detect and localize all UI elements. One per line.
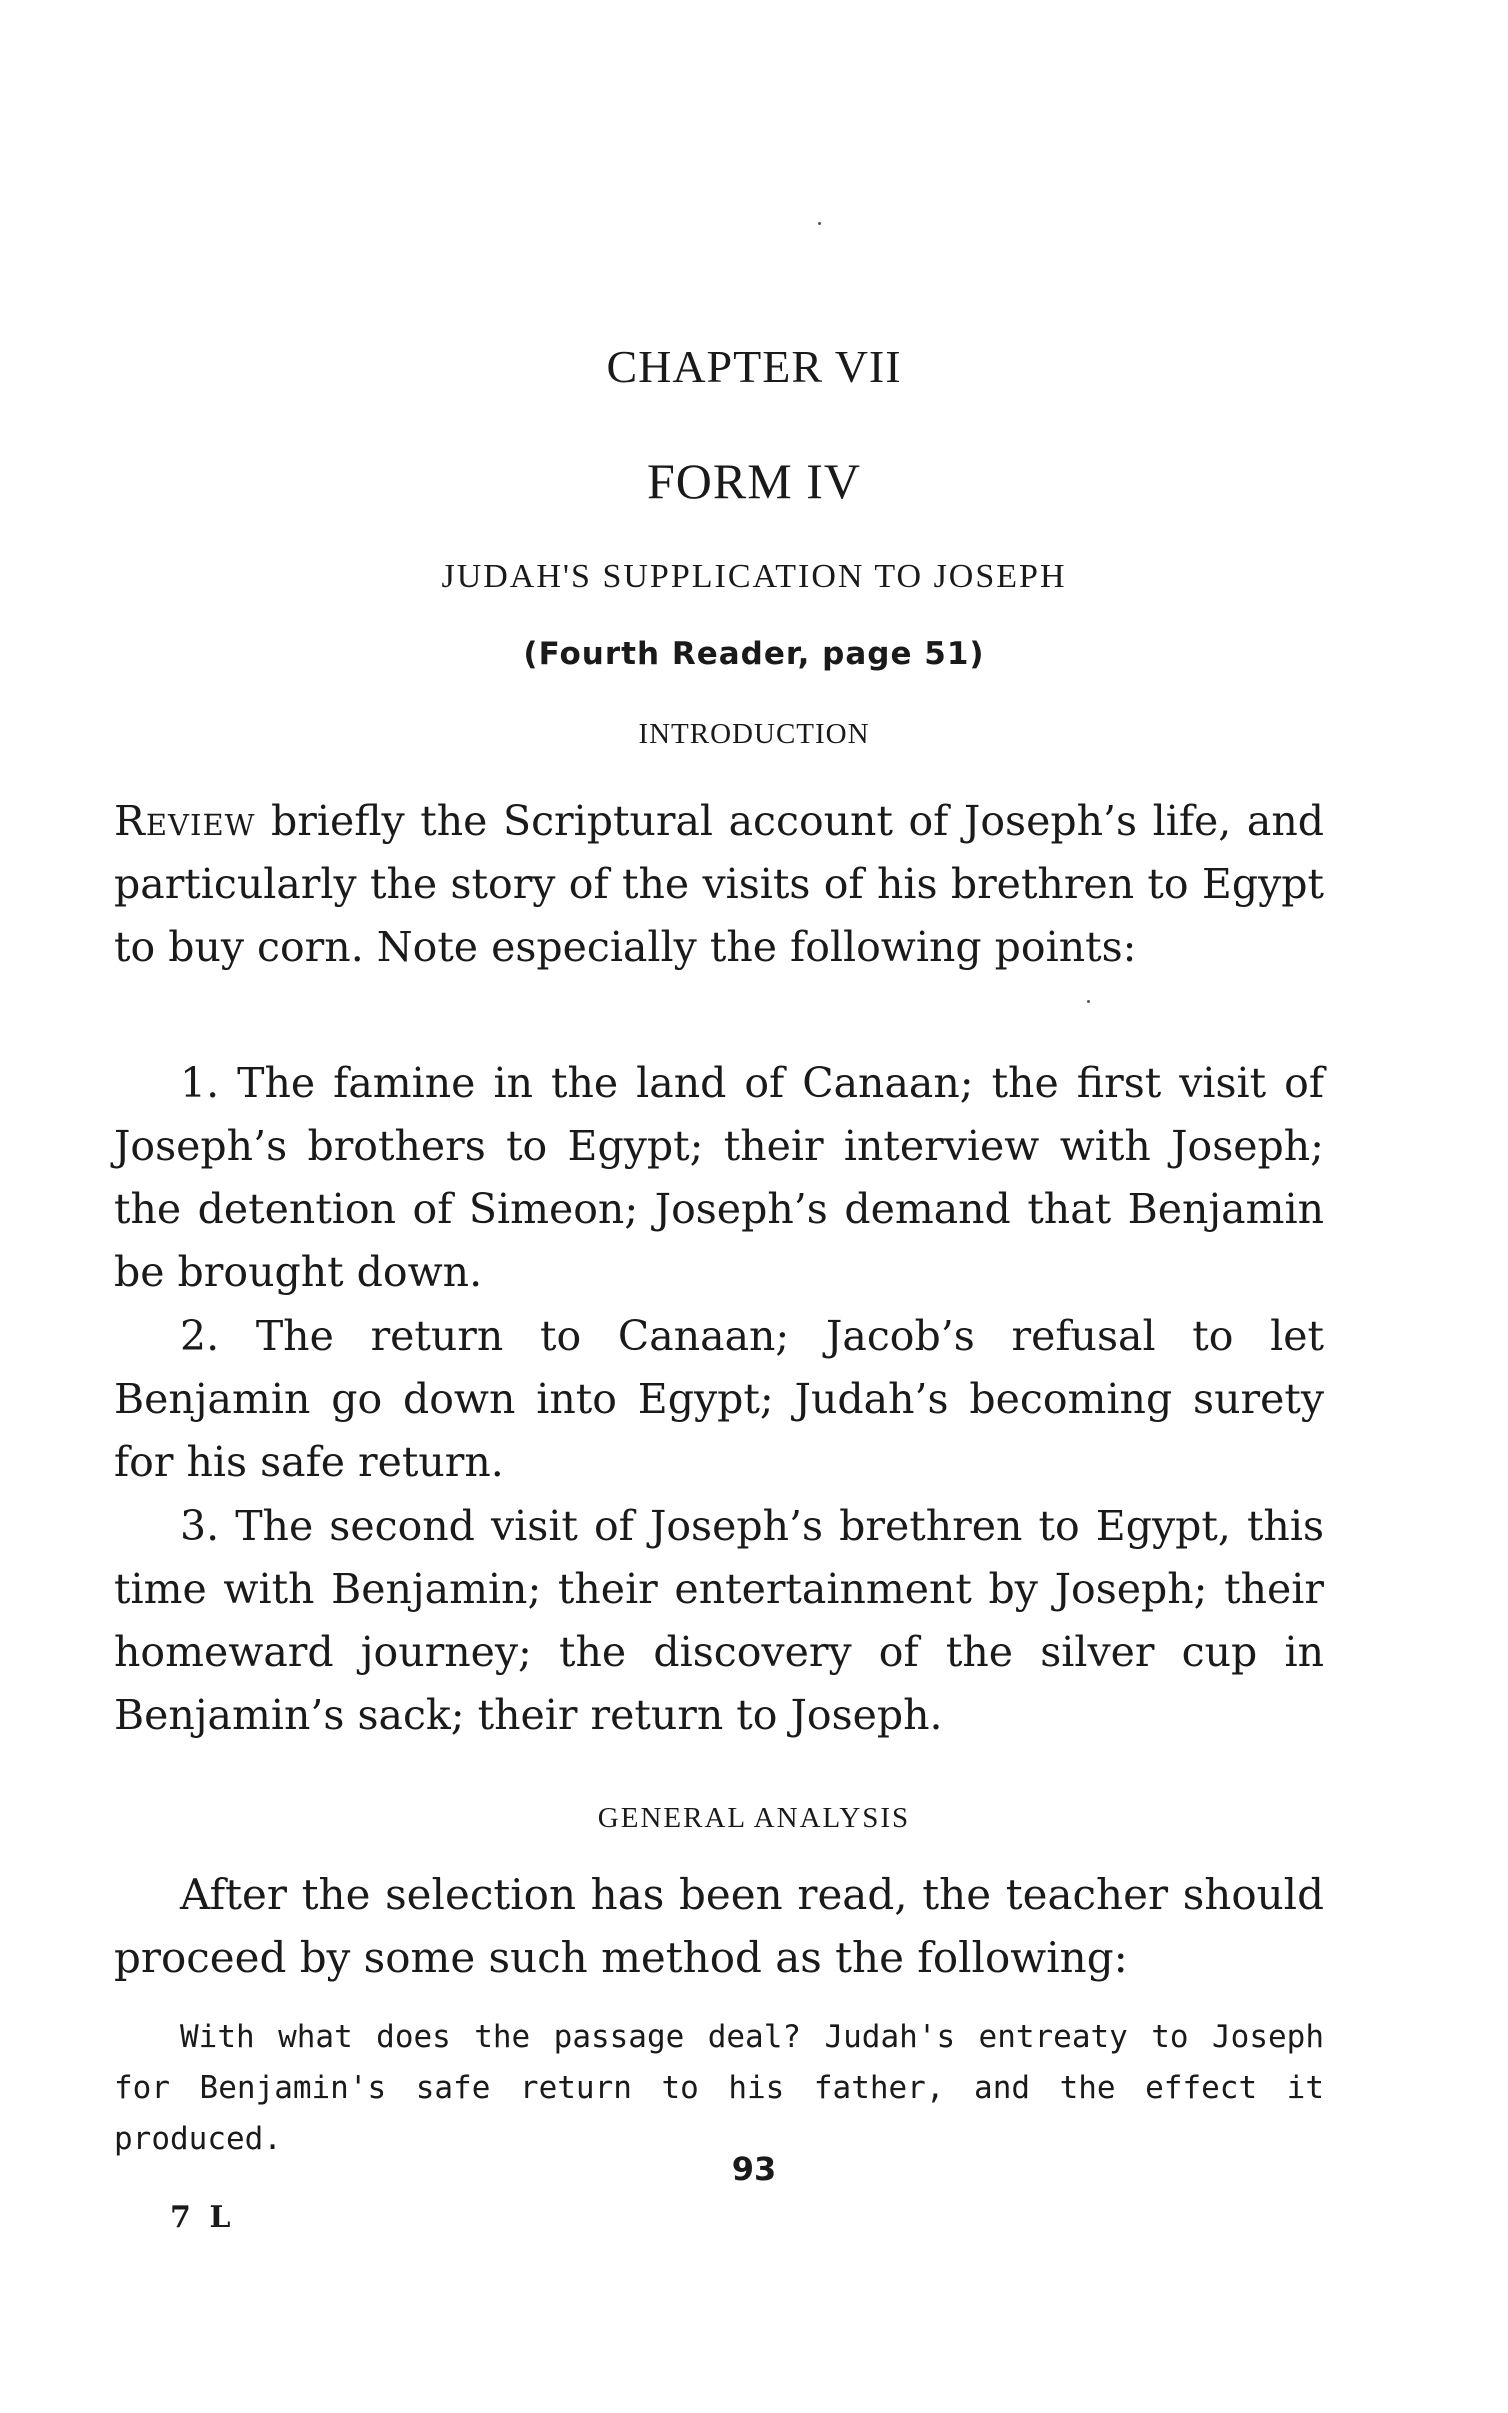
reader-reference: (Fourth Reader, page 51): [523, 636, 985, 672]
introduction-heading: INTRODUCTION: [638, 718, 870, 750]
form-heading: FORM IV: [647, 453, 861, 509]
signature-mark: 7 L: [170, 2200, 235, 2235]
review-lead-word: Review: [114, 797, 256, 845]
review-paragraph: [114, 790, 1324, 979]
print-speck: [1087, 1000, 1090, 1003]
chapter-heading: CHAPTER VII: [606, 341, 902, 392]
point-1: 1. The famine in the land of Canaan; the first visit of Joseph’s brothers to Egypt; their interview with Joseph; the detention of Simeon; Joseph’s demand that Benjamin be brought down.: [114, 1059, 1324, 1296]
analysis-paragraph: After the selection has been read, the teacher should proceed by some such method as the following:: [114, 1870, 1324, 1982]
point-2: 2. The return to Canaan; Jacob’s refusal to let Benjamin go down into Egypt; Judah’s becoming surety for his safe return.: [114, 1312, 1324, 1486]
point-3: 3. The second visit of Joseph’s brethren to Egypt, this time with Benjamin; their entertainment by Joseph; their homeward journey; the discovery of the silver cup in Benjamin’s sack; their return to Joseph.: [114, 1502, 1324, 1739]
general-analysis-heading: GENERAL ANALYSIS: [597, 1802, 911, 1834]
print-speck: [818, 222, 821, 225]
lesson-title: JUDAH'S SUPPLICATION TO JOSEPH: [441, 558, 1067, 595]
page-number: 93: [731, 2150, 777, 2188]
review-text: briefly the Scriptural account of Joseph’s life, and particularly the story of the visits of his brethren to Egypt to buy corn. Note especially the following points:: [114, 797, 1324, 971]
question-answer-paragraph: With what does the passage deal? Judah's entreaty to Joseph for Benjamin's safe return to his father, and the effect it produced.: [114, 2019, 1324, 2157]
